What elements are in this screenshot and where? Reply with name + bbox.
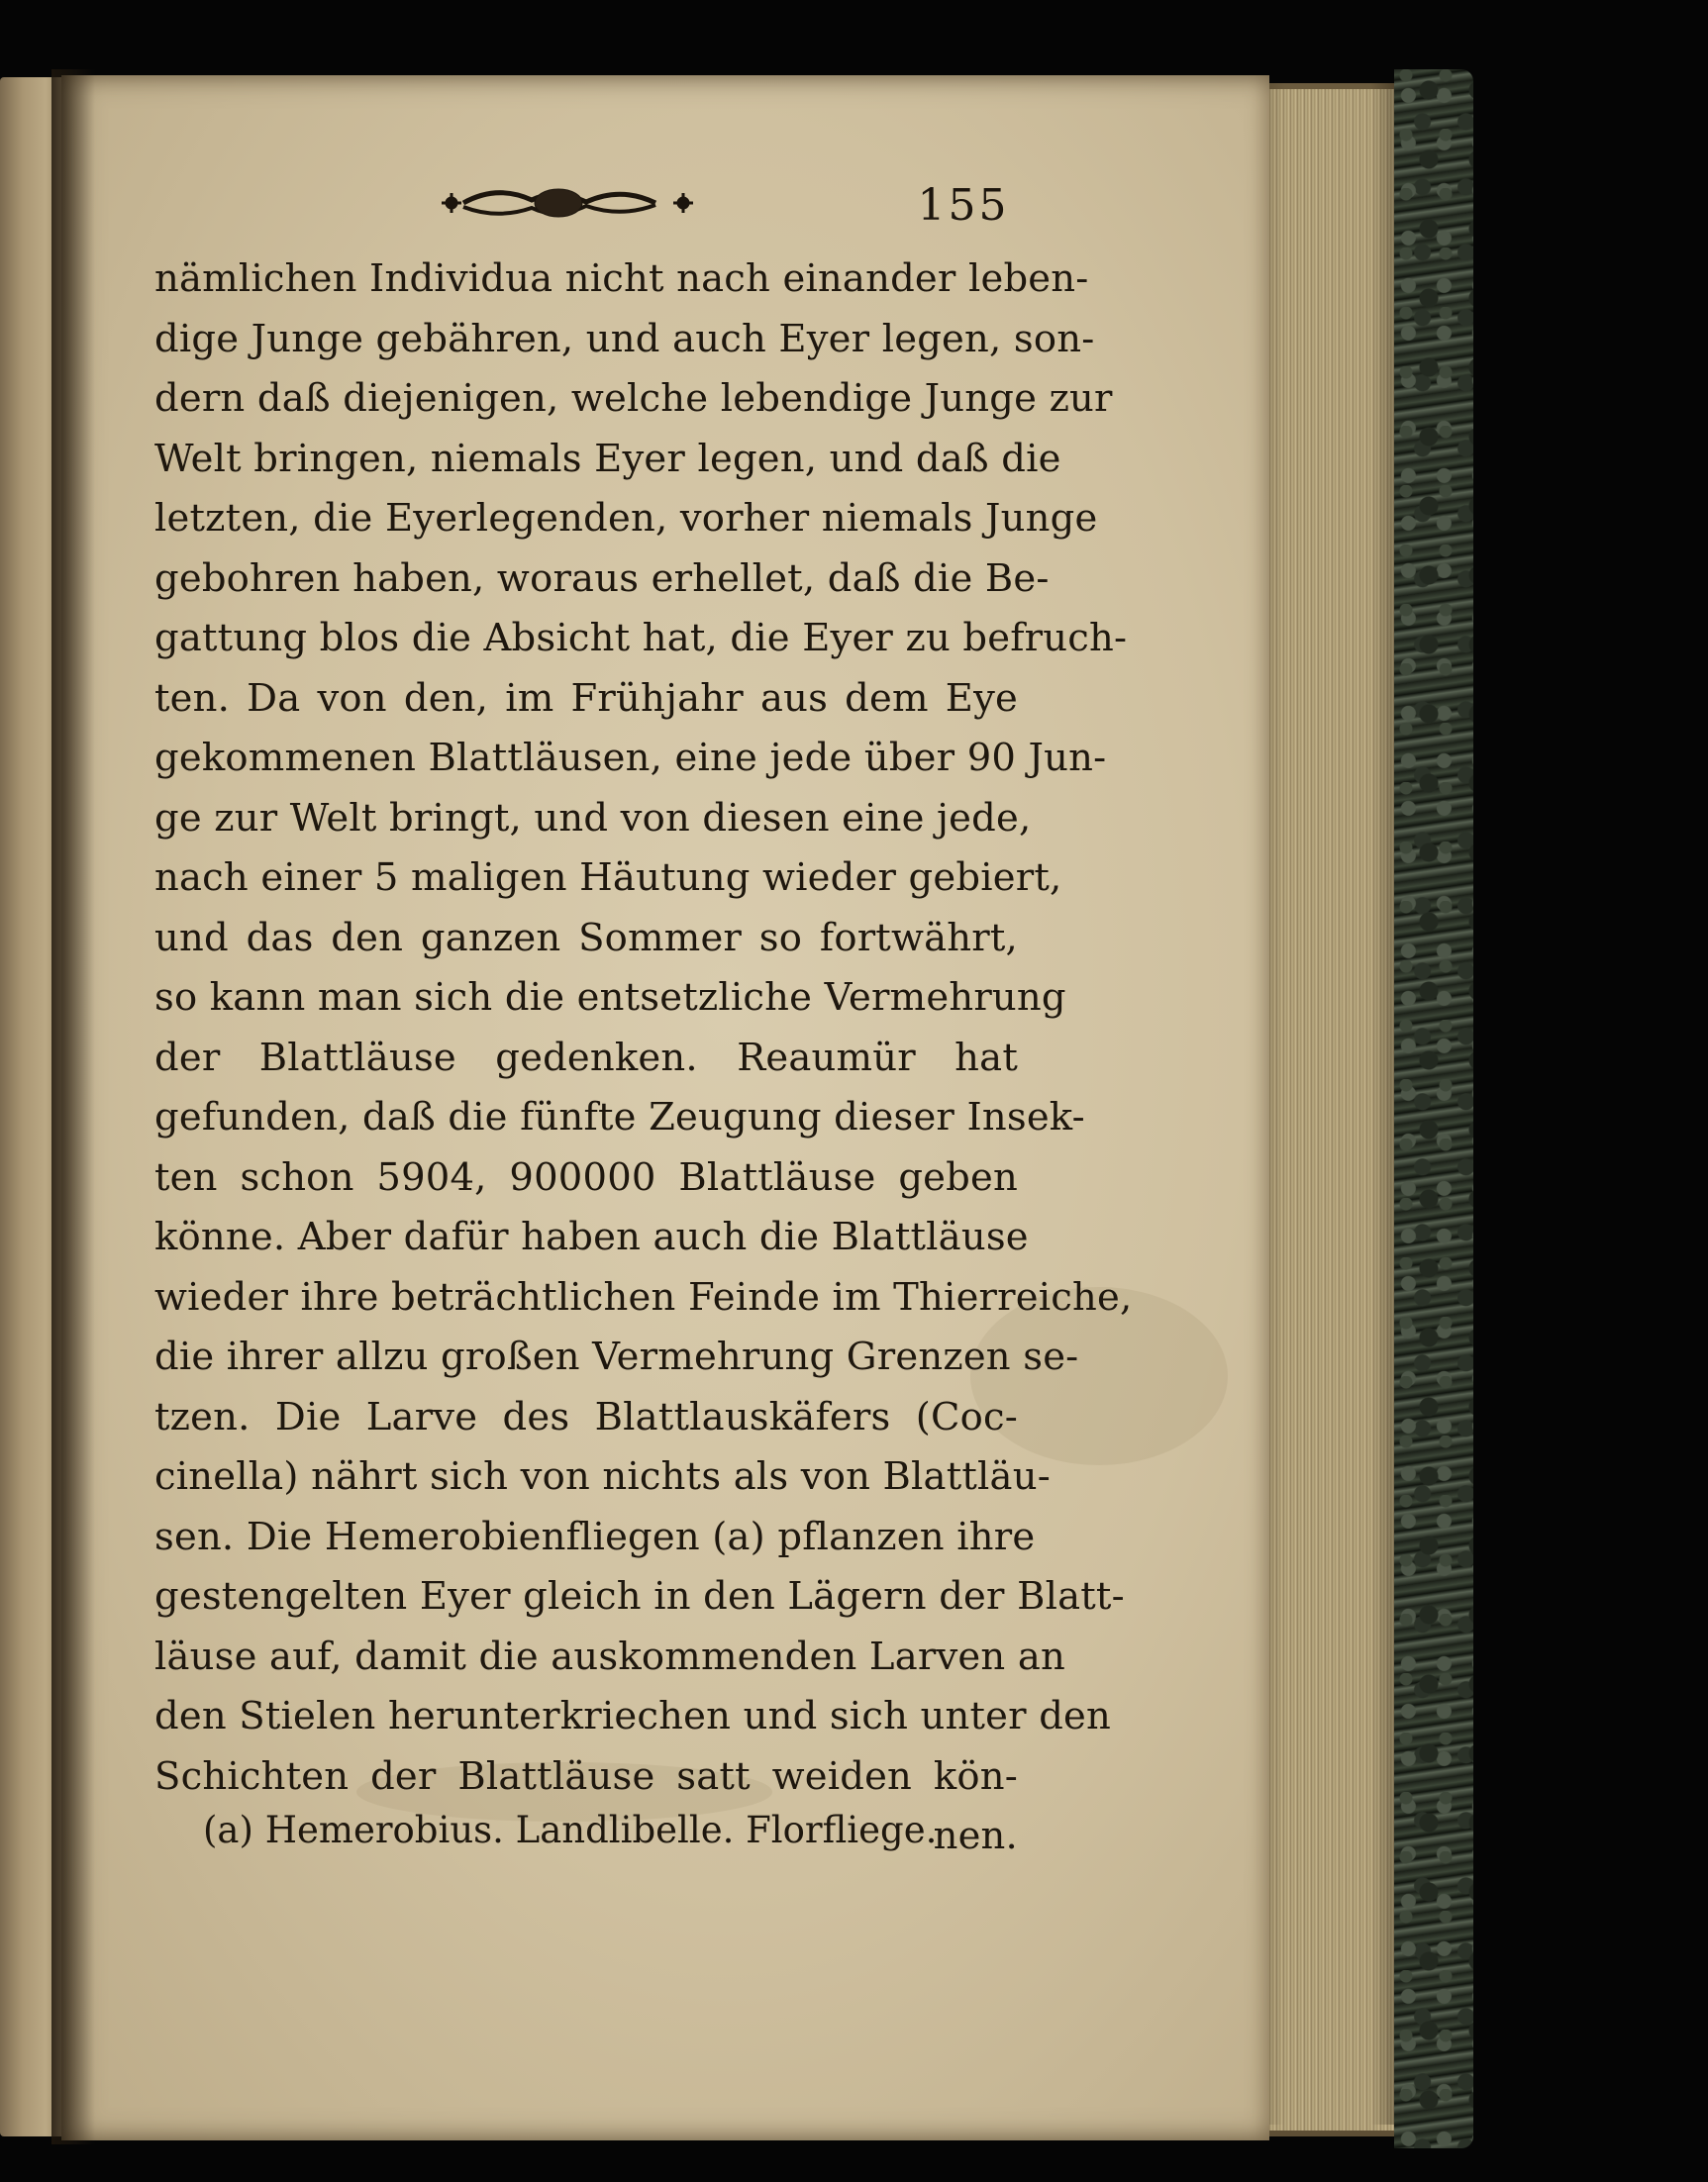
text-line: gekommenen Blattläusen, eine jede über 90 Jun- [154, 736, 1107, 780]
text-line: die ihrer allzu großen Vermehrung Grenzen se- [154, 1335, 1079, 1379]
marbled-cover [1394, 69, 1473, 2148]
text-line: Schichten der Blattläuse satt weiden kön- [154, 1753, 1018, 1799]
text-line: nach einer 5 maligen Häutung wieder gebiert, [154, 855, 1062, 900]
page-number: 155 [917, 180, 1010, 231]
text-line: letzten, die Eyerlegenden, vorher niemals Junge [154, 496, 1098, 541]
catchword: nen. [933, 1814, 1018, 1858]
text-line: Welt bringen, niemals Eyer legen, und daß die [154, 436, 1061, 481]
text-line: tzen. Die Larve des Blattlauskäfers (Coc- [154, 1394, 1018, 1439]
body-text [154, 249, 1133, 1867]
text-line: der Blattläuse gedenken. Reaumür hat [154, 1035, 1018, 1080]
text-line: den Stielen herunterkriechen und sich unter den [154, 1694, 1112, 1738]
page-gutter [51, 69, 95, 2144]
text-line: läuse auf, damit die auskommenden Larven an [154, 1634, 1065, 1679]
text-line: gestengelten Eyer gleich in den Lägern der Blatt- [154, 1574, 1125, 1619]
text-line: nämlichen Individua nicht nach einander leben- [154, 256, 1089, 301]
printer-ornament-icon [438, 176, 697, 230]
text-line: gebohren haben, woraus erhellet, daß die Be- [154, 555, 1050, 601]
text-line: dern daß diejenigen, welche lebendige Junge zur [154, 376, 1113, 421]
text-line: cinella) nährt sich von nichts als von Blattläu- [154, 1454, 1051, 1499]
text-line: dige Junge gebähren, und auch Eyer legen, son- [154, 316, 1095, 361]
text-line: könne. Aber dafür haben auch die Blattläuse [154, 1215, 1029, 1259]
footnote: (a) Hemerobius. Landlibelle. Florfliege. [203, 1809, 938, 1851]
text-line: wieder ihre beträchtlichen Feinde im Thierreiche, [154, 1274, 1133, 1320]
text-line: ten. Da von den, im Frühjahr aus dem Eye [154, 675, 1018, 721]
text-line: gattung blos die Absicht hat, die Eyer zu befruch- [154, 616, 1128, 660]
text-line: ten schon 5904, 900000 Blattläuse geben [154, 1154, 1018, 1200]
text-line: ge zur Welt bringt, und von diesen eine jede, [154, 795, 1032, 841]
text-line: und das den ganzen Sommer so fortwährt, [154, 915, 1018, 960]
text-line: gefunden, daß die fünfte Zeugung dieser Insek- [154, 1095, 1085, 1140]
text-line: so kann man sich die entsetzliche Vermehrung [154, 975, 1066, 1020]
text-line: sen. Die Hemerobienfliegen (a) pflanzen ihre [154, 1514, 1036, 1559]
